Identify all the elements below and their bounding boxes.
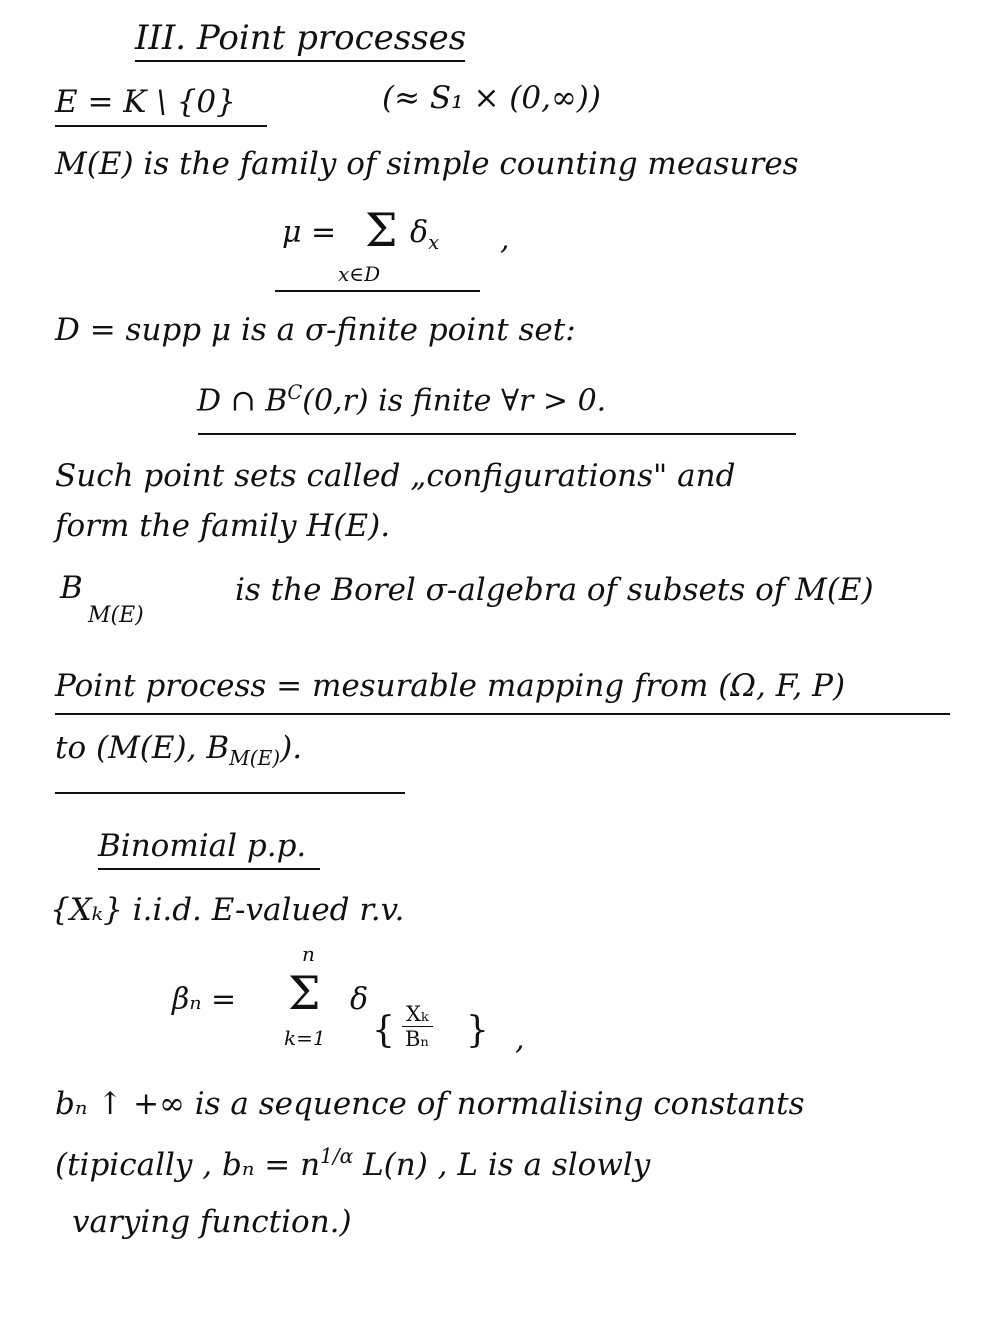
codomain-end: ). xyxy=(280,730,303,766)
point-process-definition: Point process = mesurable mapping from (Ω, F, P) xyxy=(55,668,846,704)
binomial-title: Binomial p.p. xyxy=(98,828,307,864)
borel-symbol: B xyxy=(60,570,83,606)
configurations-line-2: form the family H(E). xyxy=(55,508,391,544)
finite-rest: (0,r) is finite ∀r > 0. xyxy=(302,383,607,419)
codomain-start: to (M(E), B xyxy=(55,730,230,766)
binomial-comma: , xyxy=(515,1022,525,1057)
binomial-brace-open: { xyxy=(372,1010,395,1051)
mu-delta xyxy=(410,215,439,254)
mu-underline xyxy=(275,290,480,292)
codomain-subscript: M(E) xyxy=(229,746,281,771)
slowly-varying: varying function.) xyxy=(72,1204,352,1240)
space-alternative: (≈ S₁ × (0,∞)) xyxy=(382,80,601,116)
finiteness-condition xyxy=(197,381,606,419)
mu-comma: , xyxy=(500,222,510,257)
fraction-denominator: Bₙ xyxy=(405,1027,430,1051)
binomial-brace-close: } xyxy=(466,1010,489,1051)
mu-sum-index: x∈D xyxy=(338,262,381,286)
typical-start: (tipically , bₙ = n xyxy=(55,1147,321,1184)
typical-exponent: 1/α xyxy=(320,1144,354,1168)
binomial-fraction xyxy=(402,1002,433,1051)
measures-intro: M(E) is the family of simple counting measures xyxy=(55,146,799,182)
typical-end: L(n) , L is a slowly xyxy=(353,1147,651,1184)
title-underline xyxy=(135,60,465,62)
beta-lhs: βₙ = xyxy=(172,982,237,1017)
borel-description: is the Borel σ-algebra of subsets of M(E) xyxy=(235,572,874,608)
finiteness-underline xyxy=(198,433,796,435)
normalising-constants: bₙ ↑ +∞ is a sequence of normalising constants xyxy=(55,1086,805,1122)
mu-delta-symbol: δ xyxy=(410,215,429,250)
point-process-underline-2 xyxy=(55,792,405,794)
binomial-sum-bottom: k=1 xyxy=(284,1026,326,1050)
space-definition: E = K \ {0} xyxy=(55,84,236,120)
mu-sum-symbol: Σ xyxy=(365,203,398,257)
binomial-sum-top: n xyxy=(302,942,315,966)
mu-lhs: μ = xyxy=(282,215,337,250)
finite-lhs: D ∩ B xyxy=(197,383,288,419)
complement-superscript: C xyxy=(287,381,303,404)
typical-choice xyxy=(55,1144,650,1183)
point-process-underline-1 xyxy=(55,713,950,715)
support-definition: D = supp μ is a σ-finite point set: xyxy=(55,312,576,348)
binomial-delta: δ xyxy=(350,982,369,1017)
space-definition-underline xyxy=(55,125,267,127)
iid-statement: {Xₖ} i.i.d. E-valued r.v. xyxy=(50,892,405,928)
fraction-numerator: Xₖ xyxy=(402,1002,433,1027)
configurations-line-1: Such point sets called „configurations" and xyxy=(55,458,736,494)
borel-subscript: M(E) xyxy=(88,603,144,628)
point-process-codomain xyxy=(55,730,302,770)
section-title: III. Point processes xyxy=(135,18,467,58)
binomial-title-underline xyxy=(98,868,320,870)
binomial-sum-symbol: Σ xyxy=(288,966,321,1020)
mu-delta-subscript: x xyxy=(428,230,440,254)
